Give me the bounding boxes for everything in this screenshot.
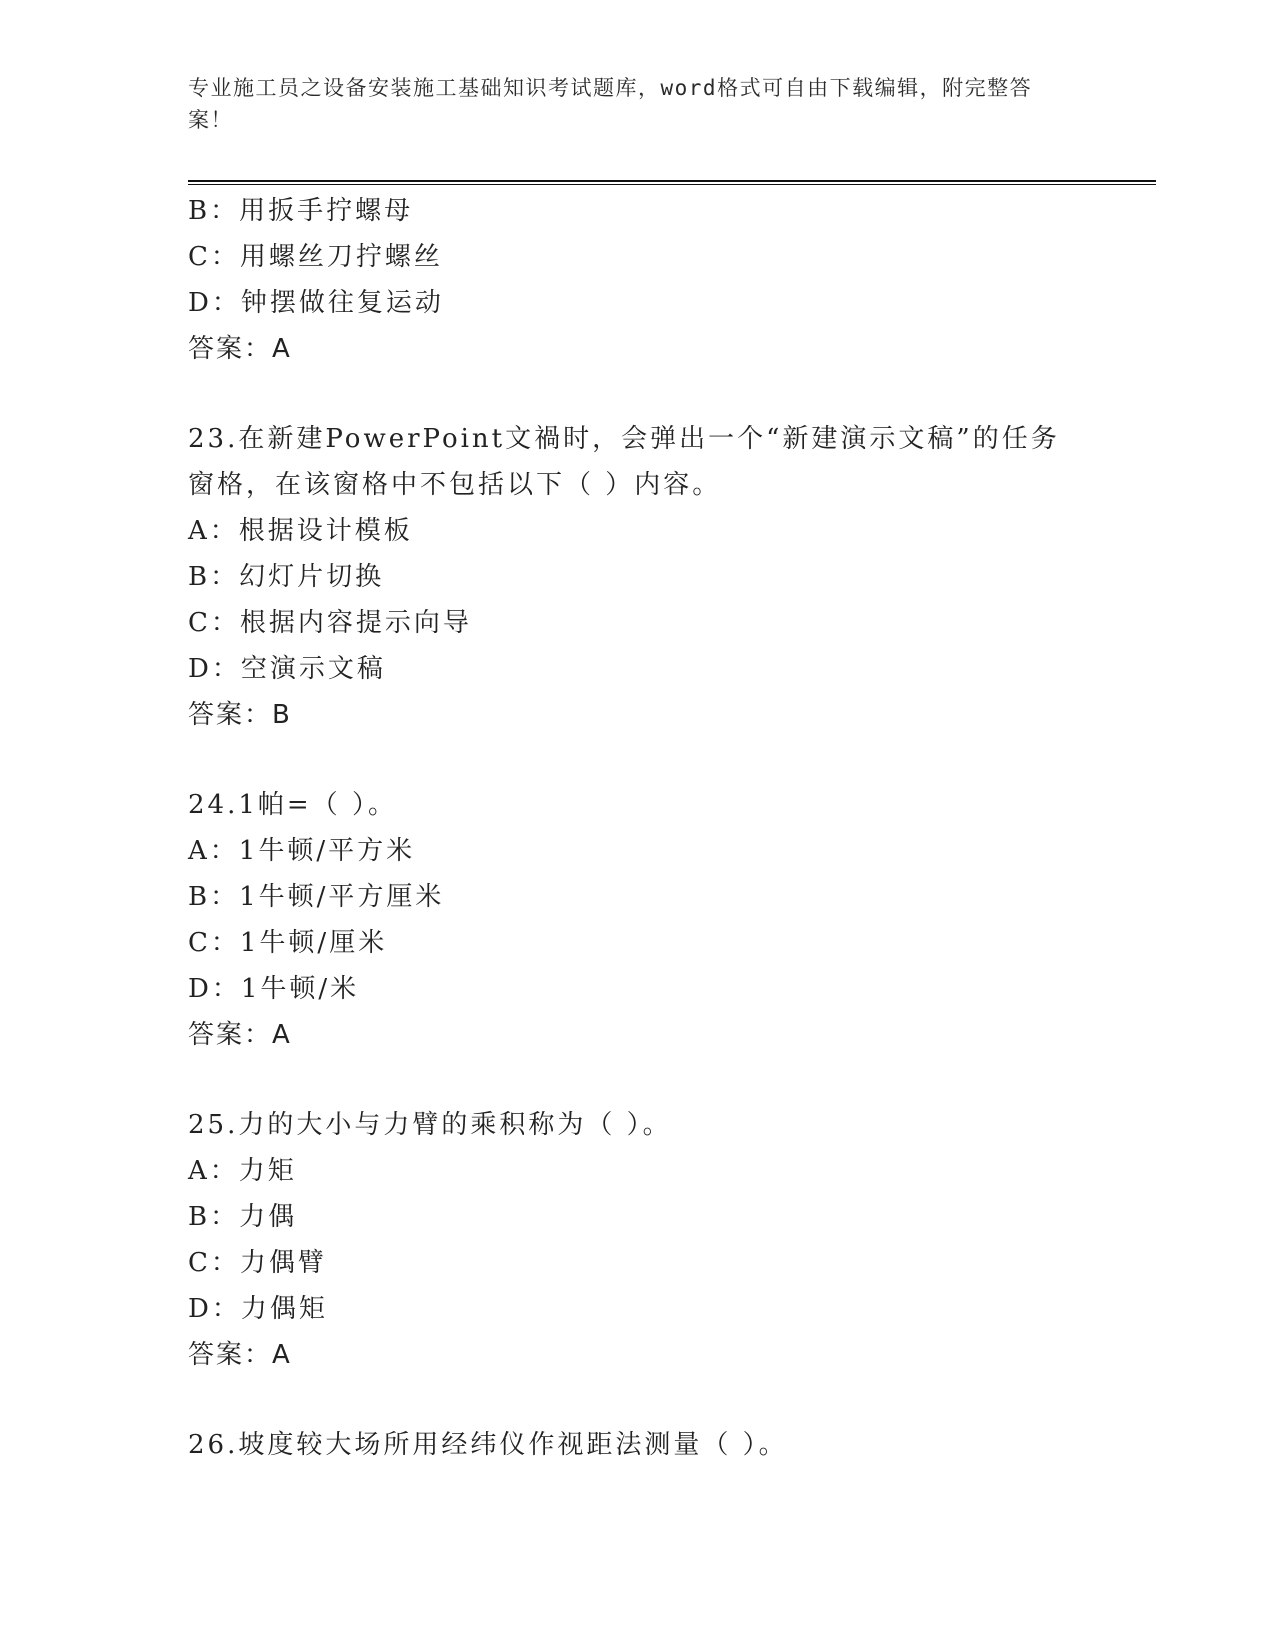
question-content xyxy=(188,188,1088,1468)
header-text: 专业施工员之设备安装施工基础知识考试题库，word格式可自由下载编辑，附完整答案！ xyxy=(188,76,1033,132)
question-stem-continued: 窗格，在该窗格中不包括以下（ ）内容。 xyxy=(188,470,722,500)
answer-line: 答案：A xyxy=(188,1020,292,1050)
option-a: A：力矩 xyxy=(188,1156,297,1186)
question-26 xyxy=(188,1422,1088,1468)
answer-line: 答案：A xyxy=(188,1340,292,1370)
option-b: B：力偶 xyxy=(188,1202,298,1232)
question-23 xyxy=(188,416,1088,738)
option-b: B：用扳手拧螺母 xyxy=(188,196,414,226)
question-24 xyxy=(188,782,1088,1058)
option-d: D：1牛顿/米 xyxy=(188,974,360,1004)
answer-line: 答案：A xyxy=(188,334,292,364)
option-b: B：幻灯片切换 xyxy=(188,562,385,592)
option-c: C：用螺丝刀拧螺丝 xyxy=(188,242,443,272)
question-stem: 25.力的大小与力臂的乘积称为（ ）。 xyxy=(188,1110,672,1140)
question-25 xyxy=(188,1102,1088,1378)
answer-line: 答案：B xyxy=(188,700,292,730)
option-c: C：力偶臂 xyxy=(188,1248,327,1278)
option-a: A：根据设计模板 xyxy=(188,516,413,546)
option-d: D：力偶矩 xyxy=(188,1294,328,1324)
option-c: C：1牛顿/厘米 xyxy=(188,928,388,958)
option-d: D：空演示文稿 xyxy=(188,654,386,684)
option-a: A：1牛顿/平方米 xyxy=(188,836,416,866)
question-stem: 24.1帕=（ ）。 xyxy=(188,790,397,820)
option-c: C：根据内容提示向导 xyxy=(188,608,472,638)
page-header xyxy=(188,72,1068,136)
option-d: D：钟摆做往复运动 xyxy=(188,288,444,318)
header-divider xyxy=(188,180,1156,185)
previous-question-block xyxy=(188,188,1088,372)
question-stem: 26.坡度较大场所用经纬仪作视距法测量（ ）。 xyxy=(188,1430,788,1460)
question-stem: 23.在新建PowerPoint文禍时，会弹出一个“新建演示文稿”的任务 xyxy=(188,424,1060,454)
option-b: B：1牛顿/平方厘米 xyxy=(188,882,445,912)
